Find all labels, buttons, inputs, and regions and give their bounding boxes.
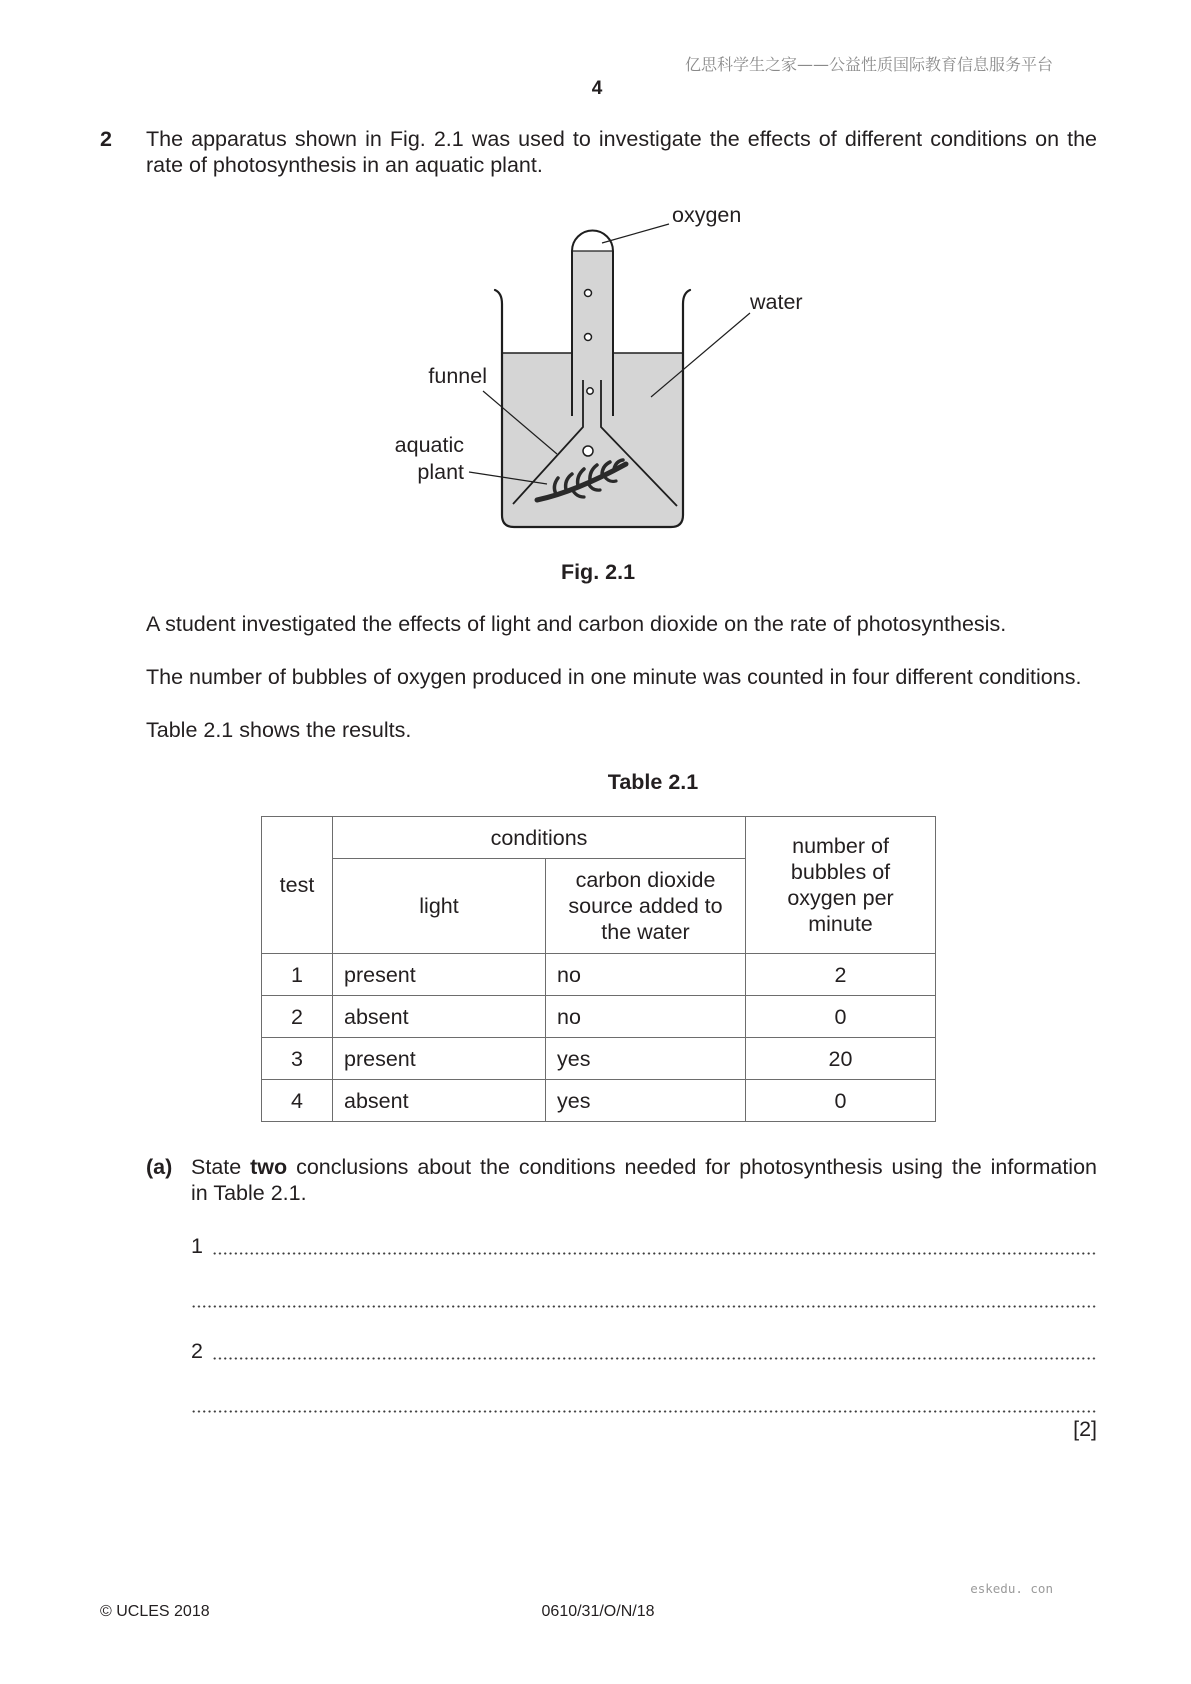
header-co2-source [546,859,746,954]
page-number: 4 [591,78,603,99]
table-title: Table 2.1 [607,770,699,794]
cell-light: absent [333,996,546,1038]
paragraph-student-investigation: A student investigated the effects of light and carbon dioxide on the rate of photosynthesis. [146,612,1007,636]
cell-test: 1 [262,954,333,996]
header-bubbles-line: oxygen per [787,886,894,910]
oxygen-leader-line [602,224,669,243]
footer-copyright: © UCLES 2018 [100,1603,210,1620]
cell-co2: no [546,954,746,996]
table-row [262,1038,936,1080]
header-bubbles-line: minute [808,912,873,936]
header-co2-line: carbon dioxide [575,868,716,892]
cell-co2: yes [546,1080,746,1122]
part-a-question-line-1 [191,1154,1097,1180]
part-a-question-line-2: in Table 2.1. [191,1181,307,1205]
header-co2-line: source added to [568,894,723,918]
cell-co2: yes [546,1038,746,1080]
question-intro-line-1: The apparatus shown in Fig. 2.1 was used to investigate the effects of different conditions on the [146,127,1097,151]
footer-paper-code: 0610/31/O/N/18 [541,1603,655,1620]
oxygen-bubble [585,290,592,297]
oxygen-bubble [583,446,593,456]
table-row [262,1080,936,1122]
paragraph-table-intro: Table 2.1 shows the results. [146,718,412,742]
header-co2-line: the water [601,920,690,944]
cell-test: 4 [262,1080,333,1122]
header-bubbles-line: bubbles of [790,860,891,884]
answer-line [191,1410,1097,1413]
header-conditions: conditions [333,817,746,859]
results-table [261,816,936,1122]
question-number: 2 [100,127,112,151]
answer-label-2: 2 [191,1339,203,1363]
table-row [262,996,936,1038]
cell-bubbles: 0 [746,1080,936,1122]
label-water: water [750,290,803,314]
cell-light: present [333,1038,546,1080]
cell-bubbles: 2 [746,954,936,996]
cell-light: absent [333,1080,546,1122]
table-row [262,954,936,996]
cell-light: present [333,954,546,996]
site-mark: eskedu. con [970,1581,1053,1596]
part-a-text: State [191,1155,251,1179]
cell-bubbles: 0 [746,996,936,1038]
header-test: test [262,817,333,954]
cell-bubbles: 20 [746,1038,936,1080]
part-a-emphasis: two [250,1155,288,1179]
paragraph-bubbles-counted: The number of bubbles of oxygen produced in one minute was counted in four different conditions. [146,665,1082,689]
label-oxygen: oxygen [672,203,742,227]
cell-co2: no [546,996,746,1038]
label-funnel: funnel [428,364,487,388]
watermark-text: 亿思科学生之家——公益性质国际教育信息服务平台 [684,55,1053,74]
cell-test: 3 [262,1038,333,1080]
table-header-row [262,817,936,859]
part-a-text: conclusions about the conditions needed for photosynthesis using the information [287,1155,1097,1179]
figure-2-1-diagram [380,200,820,545]
part-a-label: (a) [146,1155,173,1179]
figure-caption: Fig. 2.1 [560,560,636,584]
label-plant: plant [417,460,464,484]
label-aquatic: aquatic [394,433,464,457]
question-intro-line-2: rate of photosynthesis in an aquatic plant. [146,153,543,177]
oxygen-bubble [587,388,593,394]
header-bubbles-line: number of [792,834,889,858]
header-light: light [333,859,546,954]
answer-line [212,1357,1097,1360]
header-bubbles [746,817,936,954]
marks-allocation: [2] [1073,1417,1097,1441]
answer-line [191,1305,1097,1308]
answer-label-1: 1 [191,1234,203,1258]
cell-test: 2 [262,996,333,1038]
oxygen-bubble [585,334,592,341]
answer-line [212,1252,1097,1255]
